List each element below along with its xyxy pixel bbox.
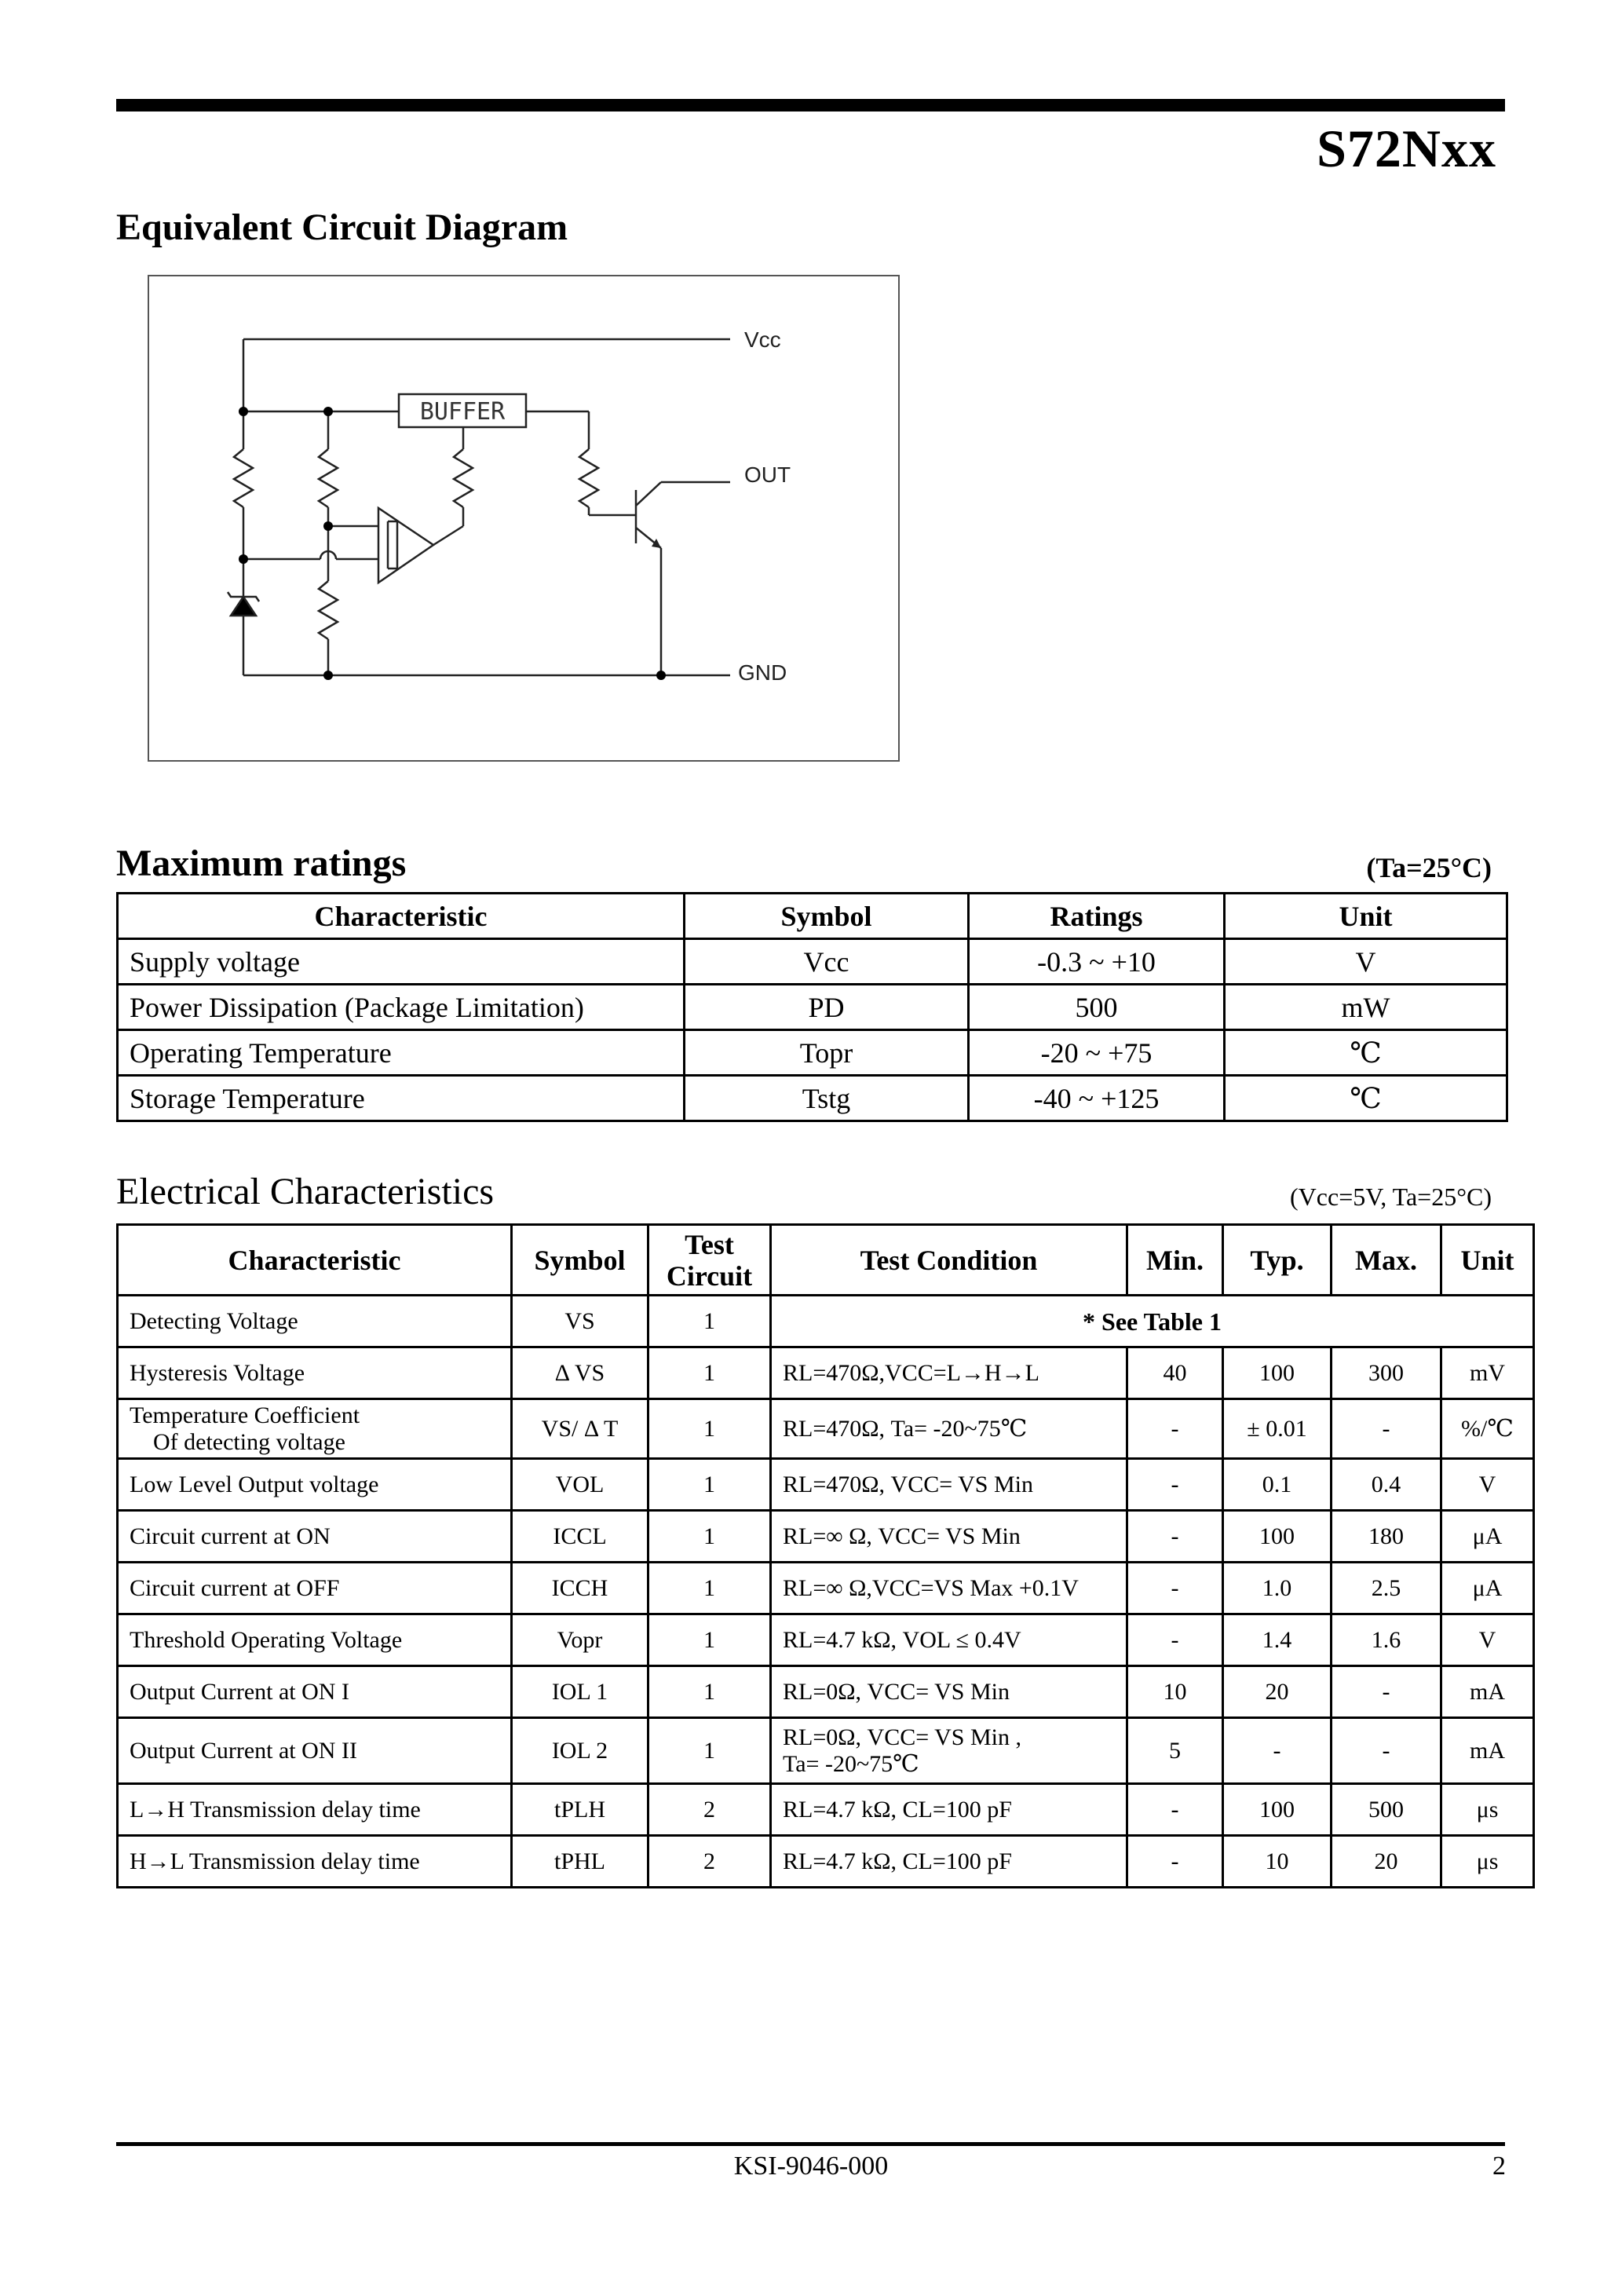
cell-unit: mW [1225, 985, 1507, 1030]
cell-symbol: Vopr [512, 1614, 648, 1666]
cell-unit: %/℃ [1441, 1399, 1534, 1459]
cell-symbol: ICCH [512, 1563, 648, 1614]
cell-ratings: 500 [969, 985, 1225, 1030]
cell-typ: 10 [1223, 1836, 1332, 1888]
col-unit: Unit [1441, 1225, 1534, 1296]
cell-min: - [1127, 1836, 1223, 1888]
cell-test-condition: RL=470Ω,VCC=L→H→L [771, 1347, 1127, 1399]
table-row [118, 1563, 1534, 1614]
cell-test-circuit: 1 [648, 1459, 771, 1511]
col-symbol: Symbol [685, 894, 969, 939]
cell-test-condition: RL=0Ω, VCC= VS Min [771, 1666, 1127, 1718]
cell-characteristic: Low Level Output voltage [118, 1459, 512, 1511]
cell-ratings: -40 ~ +125 [969, 1076, 1225, 1121]
cell-symbol: VS [512, 1296, 648, 1347]
cell-typ: 20 [1223, 1666, 1332, 1718]
cell-test-condition [771, 1718, 1127, 1784]
cell-see-table: * See Table 1 [771, 1296, 1534, 1347]
cell-min: 40 [1127, 1347, 1223, 1399]
cell-max: - [1332, 1666, 1441, 1718]
cell-characteristic [118, 1399, 512, 1459]
cell-min: 10 [1127, 1666, 1223, 1718]
cell-characteristic: L→H Transmission delay time [118, 1784, 512, 1836]
cell-typ: 100 [1223, 1511, 1332, 1563]
cell-test-condition: RL=470Ω, VCC= VS Min [771, 1459, 1127, 1511]
cell-test-circuit: 1 [648, 1666, 771, 1718]
cell-test-circuit: 2 [648, 1784, 771, 1836]
cell-unit: ℃ [1225, 1076, 1507, 1121]
equivalent-circuit-diagram [148, 275, 900, 762]
electrical-table [116, 1223, 1535, 1888]
table-row [118, 985, 1507, 1030]
table-row [118, 1030, 1507, 1076]
cell-test-circuit: 1 [648, 1511, 771, 1563]
cell-test-circuit: 1 [648, 1563, 771, 1614]
cell-test-circuit: 1 [648, 1399, 771, 1459]
part-number: S72Nxx [1317, 119, 1496, 178]
cell-unit: μs [1441, 1784, 1534, 1836]
out-label: OUT [744, 462, 791, 487]
table-row [118, 1459, 1534, 1511]
cell-min: - [1127, 1784, 1223, 1836]
cell-symbol: Tstg [685, 1076, 969, 1121]
cell-characteristic: Hysteresis Voltage [118, 1347, 512, 1399]
cell-symbol: tPHL [512, 1836, 648, 1888]
table-row [118, 1614, 1534, 1666]
cell-characteristic: Circuit current at OFF [118, 1563, 512, 1614]
table-header-row [118, 1225, 1534, 1296]
table-row [118, 1076, 1507, 1121]
col-max: Max. [1332, 1225, 1441, 1296]
cell-symbol: Vcc [685, 939, 969, 985]
cell-max: 0.4 [1332, 1459, 1441, 1511]
cell-symbol: Topr [685, 1030, 969, 1076]
cell-typ: 1.0 [1223, 1563, 1332, 1614]
electrical-title: Electrical Characteristics [116, 1171, 495, 1212]
cell-symbol: IOL 1 [512, 1666, 648, 1718]
cell-typ: 0.1 [1223, 1459, 1332, 1511]
cell-min: - [1127, 1511, 1223, 1563]
cell-typ: - [1223, 1718, 1332, 1784]
footer-rule [116, 2142, 1505, 2146]
table-row [118, 1718, 1534, 1784]
cell-max: 180 [1332, 1511, 1441, 1563]
cell-test-circuit: 2 [648, 1836, 771, 1888]
cell-max: 20 [1332, 1836, 1441, 1888]
header-rule [116, 99, 1505, 112]
table-row [118, 1399, 1534, 1459]
vcc-label: Vcc [744, 327, 781, 352]
cell-min: - [1127, 1614, 1223, 1666]
cell-characteristic: Power Dissipation (Package Limitation) [118, 985, 685, 1030]
cell-test-condition-line2: Ta= -20~75℃ [783, 1750, 919, 1777]
cell-characteristic: Output Current at ON II [118, 1718, 512, 1784]
cell-characteristic: Supply voltage [118, 939, 685, 985]
cell-test-condition: RL=4.7 kΩ, CL=100 pF [771, 1836, 1127, 1888]
cell-unit: μA [1441, 1563, 1534, 1614]
cell-characteristic-line2: Of detecting voltage [153, 1428, 345, 1455]
cell-max: - [1332, 1399, 1441, 1459]
cell-max: - [1332, 1718, 1441, 1784]
cell-characteristic: Detecting Voltage [118, 1296, 512, 1347]
cell-characteristic-line1: Temperature Coefficient [130, 1402, 360, 1428]
cell-typ: 100 [1223, 1784, 1332, 1836]
cell-min: - [1127, 1399, 1223, 1459]
table-row [118, 1836, 1534, 1888]
cell-max: 2.5 [1332, 1563, 1441, 1614]
cell-ratings: -20 ~ +75 [969, 1030, 1225, 1076]
buffer-label: BUFFER [419, 398, 506, 426]
table-row [118, 1296, 1534, 1347]
max-ratings-title: Maximum ratings [116, 843, 407, 884]
page-number: 2 [1492, 2152, 1506, 2181]
cell-symbol: VS/ Δ T [512, 1399, 648, 1459]
cell-min: 5 [1127, 1718, 1223, 1784]
cell-characteristic: Storage Temperature [118, 1076, 685, 1121]
cell-max: 1.6 [1332, 1614, 1441, 1666]
col-test-circuit-line2: Circuit [666, 1260, 753, 1292]
cell-unit: mA [1441, 1666, 1534, 1718]
table-row [118, 939, 1507, 985]
table-row [118, 1666, 1534, 1718]
cell-characteristic: Operating Temperature [118, 1030, 685, 1076]
cell-typ: 1.4 [1223, 1614, 1332, 1666]
col-characteristic: Characteristic [118, 894, 685, 939]
doc-number: KSI-9046-000 [733, 2152, 889, 2181]
cell-test-condition-line1: RL=0Ω, VCC= VS Min , [783, 1724, 1021, 1750]
table-row [118, 1347, 1534, 1399]
cell-test-condition: RL=470Ω, Ta= -20~75℃ [771, 1399, 1127, 1459]
table-row [118, 1784, 1534, 1836]
cell-min: - [1127, 1563, 1223, 1614]
cell-characteristic: Threshold Operating Voltage [118, 1614, 512, 1666]
cell-test-circuit: 1 [648, 1614, 771, 1666]
cell-unit: V [1441, 1459, 1534, 1511]
cell-unit: mA [1441, 1718, 1534, 1784]
cell-min: - [1127, 1459, 1223, 1511]
cell-test-condition: RL=4.7 kΩ, CL=100 pF [771, 1784, 1127, 1836]
cell-symbol: tPLH [512, 1784, 648, 1836]
cell-test-condition: RL=∞ Ω,VCC=VS Max +0.1V [771, 1563, 1127, 1614]
cell-symbol: IOL 2 [512, 1718, 648, 1784]
cell-max: 500 [1332, 1784, 1441, 1836]
col-ratings: Ratings [969, 894, 1225, 939]
table-header-row [118, 894, 1507, 939]
cell-unit: V [1225, 939, 1507, 985]
col-test-circuit [648, 1225, 771, 1296]
col-characteristic: Characteristic [118, 1225, 512, 1296]
cell-characteristic: Output Current at ON I [118, 1666, 512, 1718]
cell-typ: 100 [1223, 1347, 1332, 1399]
circuit-schematic [149, 276, 901, 763]
col-min: Min. [1127, 1225, 1223, 1296]
table-row [118, 1511, 1534, 1563]
gnd-label: GND [738, 660, 787, 685]
cell-unit: μA [1441, 1511, 1534, 1563]
cell-symbol: VOL [512, 1459, 648, 1511]
cell-unit: μs [1441, 1836, 1534, 1888]
cell-test-circuit: 1 [648, 1296, 771, 1347]
cell-test-condition: RL=∞ Ω, VCC= VS Min [771, 1511, 1127, 1563]
cell-typ: ± 0.01 [1223, 1399, 1332, 1459]
cell-test-circuit: 1 [648, 1718, 771, 1784]
cell-symbol: Δ VS [512, 1347, 648, 1399]
cell-ratings: -0.3 ~ +10 [969, 939, 1225, 985]
col-symbol: Symbol [512, 1225, 648, 1296]
col-unit: Unit [1225, 894, 1507, 939]
cell-symbol: ICCL [512, 1511, 648, 1563]
cell-characteristic: Circuit current at ON [118, 1511, 512, 1563]
electrical-condition: (Vcc=5V, Ta=25°C) [1290, 1183, 1492, 1211]
col-test-circuit-line1: Test [685, 1228, 734, 1260]
max-ratings-condition: (Ta=25°C) [1366, 852, 1492, 883]
cell-unit: V [1441, 1614, 1534, 1666]
col-typ: Typ. [1223, 1225, 1332, 1296]
cell-characteristic: H→L Transmission delay time [118, 1836, 512, 1888]
cell-test-condition: RL=4.7 kΩ, VOL ≤ 0.4V [771, 1614, 1127, 1666]
cell-symbol: PD [685, 985, 969, 1030]
cell-unit: mV [1441, 1347, 1534, 1399]
cell-max: 300 [1332, 1347, 1441, 1399]
cell-test-circuit: 1 [648, 1347, 771, 1399]
col-test-condition: Test Condition [771, 1225, 1127, 1296]
circuit-title: Equivalent Circuit Diagram [116, 207, 568, 248]
cell-unit: ℃ [1225, 1030, 1507, 1076]
max-ratings-table [116, 892, 1508, 1122]
